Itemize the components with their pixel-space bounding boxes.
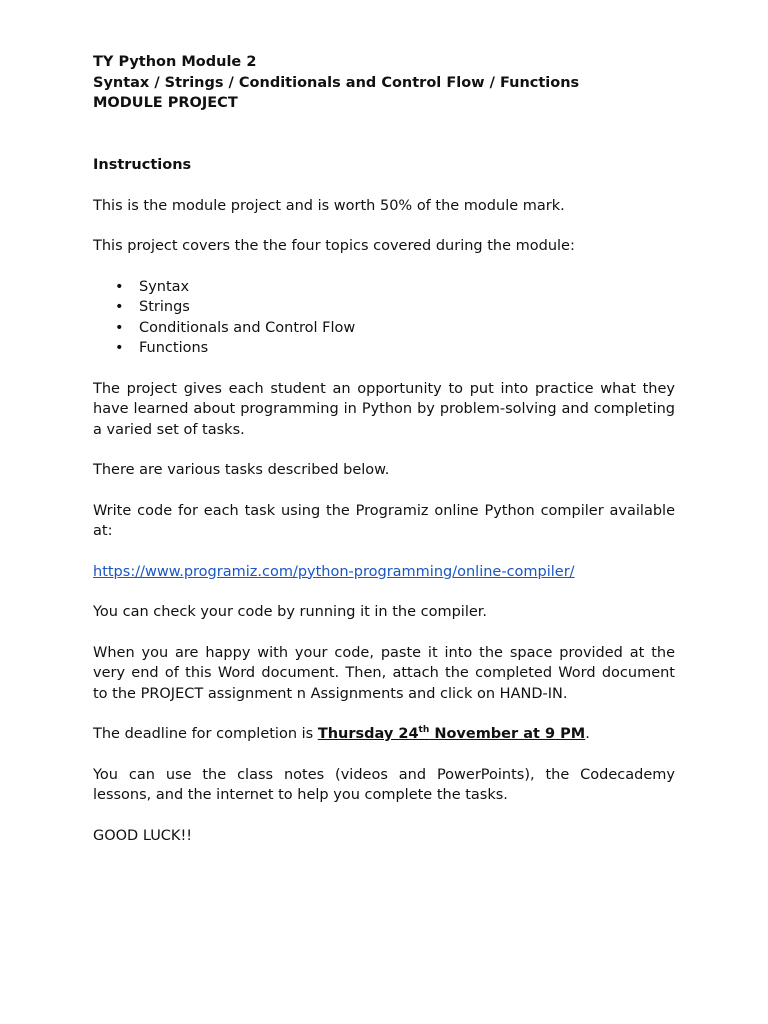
deadline-date (318, 726, 585, 742)
topic-label: Functions (139, 340, 209, 356)
module-title: TY Python Module 2 (93, 54, 257, 70)
deadline-prefix: The deadline for completion is (93, 726, 318, 742)
list-item (93, 318, 675, 339)
bullet-icon: • (115, 340, 124, 356)
check-paragraph: You can check your code by running it in the compiler. (93, 604, 488, 620)
list-item (93, 277, 675, 298)
topic-label: Conditionals and Control Flow (139, 319, 356, 336)
opportunity-paragraph: The project gives each student an opportunity to put into practice what they have learned about programming in Python by problem-solving and completing a varied set of tasks. (93, 380, 675, 438)
bullet-icon: • (115, 299, 124, 315)
deadline-suffix: . (585, 726, 590, 742)
deadline-rest: November at 9 PM (429, 726, 586, 742)
resources-paragraph: You can use the class notes (videos and PowerPoints), the Codecademy lessons, and the internet to help you complete the tasks. (93, 766, 675, 803)
closing-text: GOOD LUCK!! (93, 827, 193, 844)
deadline-day: Thursday 24 (317, 726, 419, 742)
bullet-icon: • (115, 319, 124, 336)
topic-label: Strings (139, 299, 190, 315)
module-topics-line: Syntax / Strings / Conditionals and Control Flow / Functions (93, 74, 580, 91)
write-code-paragraph: Write code for each task using the Programiz online Python compiler available at: (93, 502, 675, 539)
deadline-paragraph (93, 724, 675, 745)
covers-paragraph: This project covers the the four topics covered during the module: (93, 238, 575, 254)
worth-paragraph: This is the module project and is worth 50% of the module mark. (93, 197, 565, 214)
document-page (93, 52, 675, 846)
paste-paragraph: When you are happy with your code, paste it into the space provided at the very end of this Word document. Then, attach the completed Word document to the PROJECT assignment n Assignments and click on HAND-IN. (93, 644, 675, 702)
module-project-label: MODULE PROJECT (93, 95, 238, 111)
deadline-ordinal: th (418, 725, 430, 736)
compiler-link[interactable]: https://www.programiz.com/python-programming/online-compiler/ (93, 563, 575, 580)
bullet-icon: • (115, 278, 124, 295)
topics-list (93, 277, 675, 359)
list-item (93, 338, 675, 359)
tasks-paragraph: There are various tasks described below. (93, 462, 390, 478)
instructions-heading: Instructions (93, 156, 192, 173)
topic-label: Syntax (139, 278, 190, 295)
list-item (93, 297, 675, 318)
